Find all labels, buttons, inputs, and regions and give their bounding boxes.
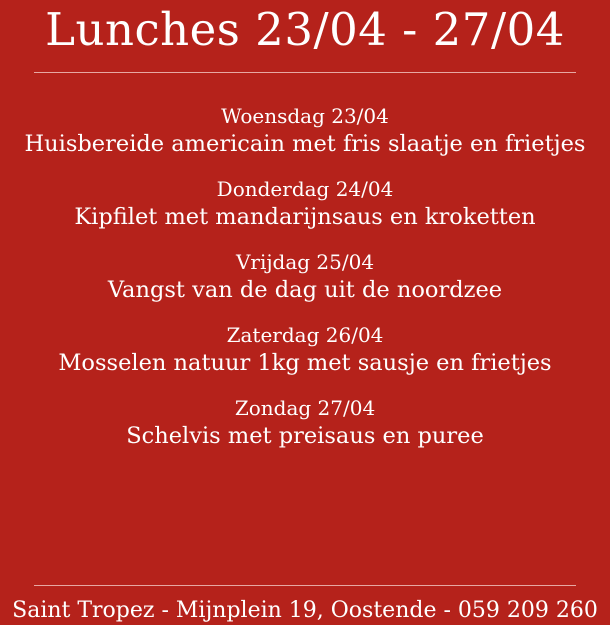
menu-item-saturday — [20, 322, 590, 377]
dish-description: Schelvis met preisaus en puree — [126, 423, 484, 449]
dish-description: Mosselen natuur 1kg met sausje en frietjes — [58, 350, 552, 376]
page-title: Lunches 23/04 - 27/04 — [45, 3, 565, 56]
day-label: Vrijdag 25/04 — [235, 250, 375, 274]
day-label: Donderdag 24/04 — [216, 177, 394, 201]
menu-item-sunday — [20, 395, 590, 450]
dish-description: Vangst van de dag uit de noordzee — [107, 277, 503, 303]
day-label: Zondag 27/04 — [234, 396, 376, 420]
day-label: Woensdag 23/04 — [221, 104, 389, 128]
menu-item-thursday — [20, 176, 590, 231]
dish-description: Huisbereide americain met fris slaatje en frietjes — [24, 131, 586, 157]
weekly-menu — [20, 103, 590, 468]
bottom-divider — [34, 585, 576, 586]
menu-item-wednesday — [20, 103, 590, 158]
top-divider — [34, 72, 576, 73]
day-label: Zaterdag 26/04 — [226, 323, 384, 347]
restaurant-contact-footer: Saint Tropez - Mijnplein 19, Oostende - 059 209 260 — [12, 598, 598, 623]
menu-item-friday — [20, 249, 590, 304]
dish-description: Kipfilet met mandarijnsaus en kroketten — [74, 204, 536, 230]
